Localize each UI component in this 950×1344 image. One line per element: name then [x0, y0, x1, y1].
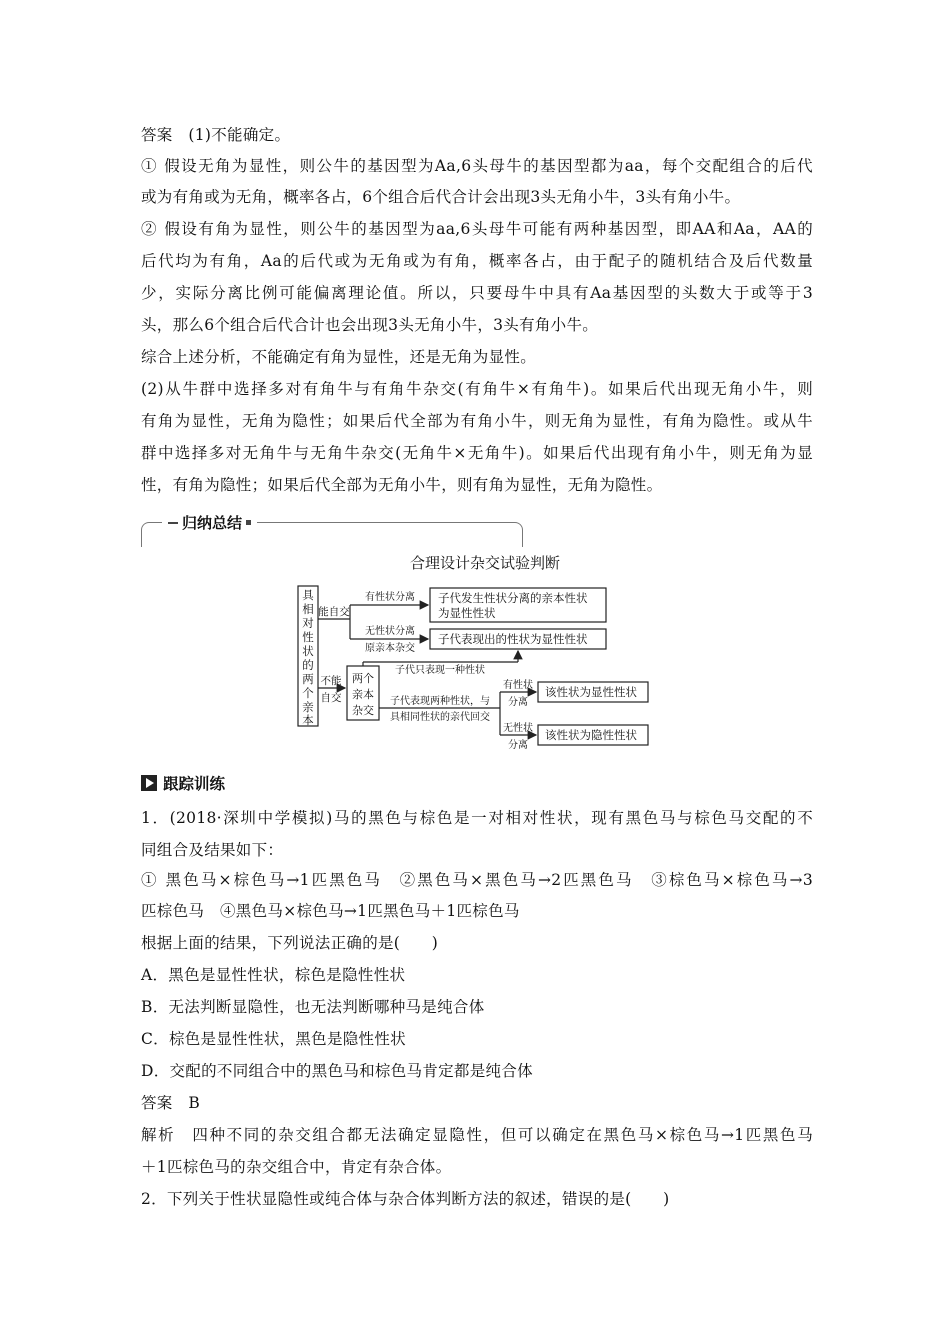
- parents-box-char: 性: [302, 630, 314, 644]
- paragraph-line: 或为有角或为无角，概率各占，6个组合后代合计会出现3头无角小牛，3头有角小牛。: [141, 188, 741, 206]
- parents-box-char: 相: [302, 602, 314, 616]
- one-trait-label: 子代只表现一种性状: [395, 665, 485, 676]
- explanation-line: ＋1匹棕色马的杂交组合中，肯定有杂合体。: [141, 1158, 452, 1176]
- parents-box-char: 亲: [302, 700, 314, 714]
- training-heading: [141, 772, 225, 794]
- option-b: B．无法判断显隐性，也无法判断哪种马是纯合体: [141, 998, 485, 1016]
- two-traits-label-2: 具相同性状的亲代回交: [390, 712, 490, 723]
- has-segregation-label: 有性状分离: [365, 592, 415, 603]
- result-1-line-2: 为显性性状: [438, 606, 496, 620]
- paragraph-line: 有角为显性，无角为隐性；如果后代全部为有角小牛，则无角为显性，有角为隐性。或从牛: [141, 412, 813, 430]
- explanation-line: 解析 四种不同的杂交组合都无法确定显隐性，但可以确定在黑色马×棕色马→1匹黑色马: [141, 1126, 813, 1144]
- parents-box-char: 具: [302, 588, 314, 602]
- no-segregation-label: 无性状分离: [365, 626, 415, 637]
- two-traits-label-1: 子代表现两种性状，与: [390, 696, 490, 707]
- noseg-label-2: 分离: [508, 740, 528, 751]
- paragraph-line: 少，实际分离比例可能偏离理论值。所以，只要母牛中具有Aa基因型的头数大于或等于3: [141, 284, 813, 302]
- dash-icon: [168, 522, 178, 524]
- play-icon: [141, 775, 157, 791]
- noseg-label-1: 无性状: [503, 723, 533, 734]
- question-line: 匹棕色马 ④黑色马×棕色马→1匹黑色马＋1匹棕色马: [141, 902, 520, 920]
- cross-box-line: 杂交: [352, 704, 374, 717]
- result-2: 子代表现出的性状为显性性状: [438, 632, 588, 646]
- diagram-title: 合理设计杂交试验判断: [409, 554, 561, 572]
- parents-box-char: 个: [302, 686, 314, 700]
- square-bullet-icon: [246, 520, 251, 525]
- paragraph-line: 群中选择多对无角牛与无角牛杂交(无角牛×无角牛)。如果后代出现有角小牛，则无角为显: [141, 444, 813, 462]
- result-4: 该性状为隐性性状: [545, 728, 637, 742]
- cannot-label-2: 自交: [320, 692, 342, 704]
- parents-box-char: 的: [302, 658, 314, 672]
- cross-box-line: 两个: [352, 672, 374, 685]
- parents-box-char: 对: [302, 616, 314, 630]
- cannot-label-1: 不能: [320, 675, 342, 687]
- option-d: D．交配的不同组合中的黑色马和棕色马肯定都是纯合体: [141, 1062, 533, 1080]
- paragraph-line: 头，那么6个组合后代合计也会出现3头无角小牛，3头有角小牛。: [141, 316, 599, 334]
- parent-cross-note: 原亲本杂交: [365, 643, 415, 654]
- paragraph-line: ① 假设无角为显性，则公牛的基因型为Aa,6头母牛的基因型都为aa，每个交配组合的后代: [141, 157, 813, 175]
- paragraph-line: 综合上述分析，不能确定有角为显性，还是无角为显性。: [141, 348, 537, 366]
- parents-box-char: 本: [302, 713, 314, 727]
- seg-label-2: 分离: [508, 697, 528, 708]
- can-selfcross-label: 能自交: [318, 606, 350, 618]
- cross-experiment-diagram: [290, 548, 670, 753]
- result-1-line-1: 子代发生性状分离的亲本性状: [438, 591, 588, 605]
- summary-header: [162, 512, 257, 533]
- question-line: 同组合及结果如下：: [141, 841, 284, 859]
- answer-line: 答案 B: [141, 1094, 201, 1112]
- paragraph-line: ② 假设有角为显性，则公牛的基因型为aa,6头母牛可能有两种基因型，即AA和Aa，AA的: [141, 220, 813, 238]
- paragraph-line: (2)从牛群中选择多对有角牛与有角牛杂交(有角牛×有角牛)。如果后代出现无角小牛，则: [141, 380, 813, 398]
- training-title: 跟踪训练: [163, 775, 226, 793]
- paragraph-line: 性，有角为隐性；如果后代全部为无角小牛，则有角为显性，无角为隐性。: [141, 476, 663, 494]
- result-3: 该性状为显性性状: [545, 685, 637, 699]
- answer-line: 答案 (1)不能确定。: [141, 126, 291, 144]
- question-line: 根据上面的结果，下列说法正确的是( ): [141, 934, 439, 952]
- parents-box-char: 状: [302, 644, 314, 658]
- cross-box-line: 亲本: [352, 688, 374, 701]
- parents-box-char: 两: [302, 672, 314, 686]
- question-line: 2．下列关于性状显隐性或纯合体与杂合体判断方法的叙述，错误的是( ): [141, 1190, 670, 1208]
- option-a: A．黑色是显性性状，棕色是隐性性状: [141, 966, 406, 984]
- question-line: ① 黑色马×棕色马→1匹黑色马 ②黑色马×黑色马→2匹黑色马 ③棕色马×棕色马→3: [141, 871, 813, 889]
- seg-label-1: 有性状: [503, 680, 533, 691]
- paragraph-line: 后代均为有角，Aa的后代或为无角或为有角，概率各占，由于配子的随机结合及后代数量: [141, 252, 813, 270]
- summary-title: 归纳总结: [182, 514, 243, 532]
- option-c: C．棕色是显性性状，黑色是隐性性状: [141, 1030, 406, 1048]
- question-line: 1．(2018·深圳中学模拟)马的黑色与棕色是一对相对性状，现有黑色马与棕色马交配的不: [141, 809, 813, 827]
